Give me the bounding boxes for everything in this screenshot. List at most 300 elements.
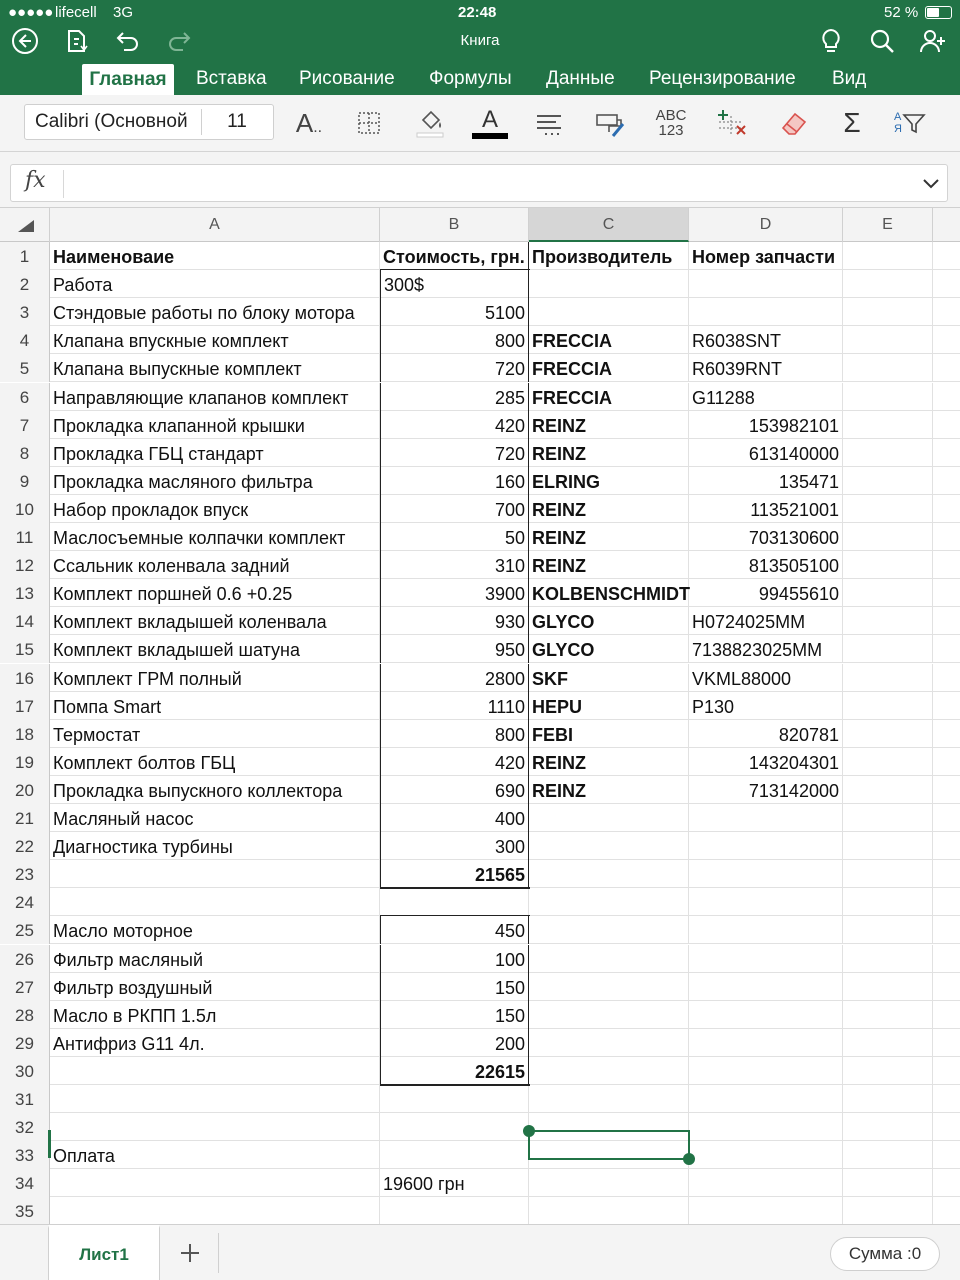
cell-d[interactable] — [689, 1057, 843, 1085]
row-header[interactable]: 1 — [0, 242, 50, 270]
table-row — [0, 495, 960, 523]
clear-format-button[interactable] — [590, 103, 630, 143]
sheet-bar-divider — [218, 1233, 219, 1273]
cell-c[interactable] — [529, 1057, 689, 1085]
cell-d[interactable] — [689, 298, 843, 326]
cell-b[interactable]: 950 — [380, 635, 529, 663]
borders-button[interactable] — [350, 103, 388, 143]
table-row — [0, 326, 960, 354]
tab-draw[interactable]: Рисование — [299, 68, 395, 89]
column-header-b[interactable]: B — [380, 208, 529, 242]
cell-b[interactable]: 160 — [380, 467, 529, 495]
column-headers — [0, 208, 960, 242]
spreadsheet-grid[interactable] — [0, 208, 960, 1224]
cell-e[interactable] — [843, 1197, 933, 1224]
share-add-person-icon[interactable] — [918, 26, 948, 56]
cell-b[interactable]: 150 — [380, 1001, 529, 1029]
cell-b[interactable]: 21565 — [380, 860, 529, 888]
selected-row-indicator — [48, 1130, 51, 1158]
align-lines-icon — [532, 106, 566, 140]
table-row — [0, 411, 960, 439]
cell-a[interactable] — [50, 1169, 380, 1197]
cell-e[interactable] — [843, 1141, 933, 1169]
insert-delete-cells-button[interactable] — [712, 103, 752, 143]
cell-d[interactable] — [689, 945, 843, 973]
lightbulb-icon[interactable] — [816, 26, 846, 56]
cell-c[interactable]: REINZ — [529, 495, 689, 523]
cell-b[interactable] — [380, 1197, 529, 1224]
cell-d[interactable]: 99455610 — [689, 579, 843, 607]
cell-e[interactable] — [843, 270, 933, 298]
table-row — [0, 383, 960, 411]
autosum-button[interactable] — [834, 103, 870, 143]
row-header[interactable]: 5 — [0, 354, 50, 382]
cell-d[interactable]: VKML88000 — [689, 664, 843, 692]
cell-d[interactable] — [689, 1197, 843, 1224]
cell-c[interactable] — [529, 860, 689, 888]
table-row — [0, 720, 960, 748]
row-header[interactable]: 18 — [0, 720, 50, 748]
clock: 22:48 — [458, 4, 497, 21]
row-header[interactable]: 32 — [0, 1113, 50, 1141]
cell-d[interactable] — [689, 888, 843, 916]
table-row — [0, 607, 960, 635]
cell-a[interactable]: Оплата — [50, 1141, 380, 1169]
insert-cells-icon — [715, 106, 749, 140]
table-row — [0, 945, 960, 973]
number-format-button[interactable] — [650, 103, 692, 143]
cell-c[interactable]: SKF — [529, 664, 689, 692]
cell-c[interactable] — [529, 1197, 689, 1224]
cell-a[interactable] — [50, 1057, 380, 1085]
table-row — [0, 1029, 960, 1057]
row-header[interactable]: 6 — [0, 383, 50, 411]
cell-b[interactable]: 800 — [380, 326, 529, 354]
cell-a[interactable]: Прокладка масляного фильтра — [50, 467, 380, 495]
cell-a[interactable] — [50, 1113, 380, 1141]
cell-a[interactable]: Комплект вкладышей шатуна — [50, 635, 380, 663]
filter-funnel-icon — [902, 111, 926, 135]
cell-c[interactable]: GLYCO — [529, 607, 689, 635]
row-header[interactable]: 14 — [0, 607, 50, 635]
text-size-icon: A — [295, 107, 314, 138]
fill-color-button[interactable] — [410, 103, 450, 143]
cell-c[interactable]: REINZ — [529, 523, 689, 551]
cell-a[interactable]: Комплект ГРМ полный — [50, 664, 380, 692]
cell-e[interactable] — [843, 664, 933, 692]
table-row — [0, 354, 960, 382]
row-header[interactable]: 20 — [0, 776, 50, 804]
cell-e[interactable] — [843, 1113, 933, 1141]
cell-e[interactable] — [843, 1085, 933, 1113]
cell-d[interactable] — [689, 270, 843, 298]
cell-b[interactable] — [380, 888, 529, 916]
tab-formulas[interactable]: Формулы — [429, 68, 512, 89]
align-button[interactable] — [530, 103, 568, 143]
cell-c[interactable] — [529, 804, 689, 832]
row-header[interactable]: 26 — [0, 945, 50, 973]
table-row — [0, 439, 960, 467]
cell-a[interactable] — [50, 888, 380, 916]
row-header[interactable]: 12 — [0, 551, 50, 579]
row-header[interactable]: 31 — [0, 1085, 50, 1113]
row-header[interactable]: 16 — [0, 664, 50, 692]
table-row — [0, 860, 960, 888]
cell-d[interactable] — [689, 973, 843, 1001]
eraser-icon — [777, 106, 811, 140]
row-header[interactable]: 3 — [0, 298, 50, 326]
cell-d[interactable]: 813505100 — [689, 551, 843, 579]
cell-b[interactable]: 3900 — [380, 579, 529, 607]
cell-b[interactable]: 1110 — [380, 692, 529, 720]
row-header[interactable]: 13 — [0, 579, 50, 607]
row-header[interactable]: 27 — [0, 973, 50, 1001]
cell-b[interactable]: 400 — [380, 804, 529, 832]
cell-c[interactable]: FEBI — [529, 720, 689, 748]
cell-b[interactable]: 720 — [380, 354, 529, 382]
tab-data[interactable]: Данные — [546, 68, 615, 89]
cell-a[interactable]: Ссальник коленвала задний — [50, 551, 380, 579]
row-header[interactable]: 10 — [0, 495, 50, 523]
title-bar — [0, 0, 960, 95]
cell-d[interactable]: R6038SNT — [689, 326, 843, 354]
cell-c[interactable]: FRECCIA — [529, 354, 689, 382]
cell-a[interactable] — [50, 860, 380, 888]
cell-c[interactable]: REINZ — [529, 439, 689, 467]
cell-d[interactable] — [689, 1029, 843, 1057]
cell-a[interactable]: Фильтр масляный — [50, 945, 380, 973]
cell-b[interactable]: 200 — [380, 1029, 529, 1057]
cell-b[interactable]: 5100 — [380, 298, 529, 326]
cell-a[interactable]: Маслосъемные колпачки комплект — [50, 523, 380, 551]
cell-c[interactable]: REINZ — [529, 551, 689, 579]
cell-a[interactable]: Антифриз G11 4л. — [50, 1029, 380, 1057]
cell-e[interactable] — [843, 635, 933, 663]
cell-e[interactable] — [843, 607, 933, 635]
cell-d[interactable]: 7138823025MM — [689, 635, 843, 663]
format-brush-icon — [593, 106, 627, 140]
cell-a[interactable]: Комплект вкладышей коленвала — [50, 607, 380, 635]
cell-a[interactable] — [50, 1085, 380, 1113]
cell-d[interactable]: 153982101 — [689, 411, 843, 439]
cell-d[interactable] — [689, 804, 843, 832]
row-header[interactable]: 34 — [0, 1169, 50, 1197]
selection-handle-bottom-right[interactable] — [683, 1153, 695, 1165]
cell-e[interactable] — [843, 298, 933, 326]
row-header[interactable]: 23 — [0, 860, 50, 888]
cell-a[interactable]: Направляющие клапанов комплект — [50, 383, 380, 411]
cell-c[interactable] — [529, 1085, 689, 1113]
cell-b[interactable]: 300$ — [380, 270, 529, 298]
cell-e[interactable] — [843, 439, 933, 467]
paint-bucket-icon — [413, 106, 447, 140]
row-header[interactable]: 35 — [0, 1197, 50, 1224]
cell-e[interactable] — [843, 354, 933, 382]
column-header-a[interactable]: A — [50, 208, 380, 242]
cell-b[interactable]: 720 — [380, 439, 529, 467]
tab-review[interactable]: Рецензирование — [649, 68, 796, 89]
tab-insert[interactable]: Вставка — [196, 68, 267, 89]
cell-b[interactable]: 310 — [380, 551, 529, 579]
cell-e[interactable] — [843, 1001, 933, 1029]
cell-c[interactable]: FRECCIA — [529, 383, 689, 411]
row-header[interactable]: 33 — [0, 1141, 50, 1169]
selected-cell-c32[interactable] — [528, 1130, 690, 1160]
back-icon[interactable] — [10, 26, 40, 56]
table-row — [0, 467, 960, 495]
cell-d[interactable]: 713142000 — [689, 776, 843, 804]
cell-a[interactable]: Прокладка клапанной крышки — [50, 411, 380, 439]
file-menu-icon[interactable] — [62, 26, 92, 56]
cell-d[interactable]: P130 — [689, 692, 843, 720]
cell-e[interactable] — [843, 832, 933, 860]
ribbon-toolbar — [0, 95, 960, 152]
table-row — [0, 1141, 960, 1169]
cell-c[interactable]: REINZ — [529, 748, 689, 776]
font-color-button[interactable] — [470, 103, 510, 143]
cell-b[interactable]: 420 — [380, 411, 529, 439]
cell-a[interactable]: Термостат — [50, 720, 380, 748]
tab-home[interactable]: Главная — [82, 64, 174, 95]
table-row — [0, 1197, 960, 1224]
cell-d[interactable]: 135471 — [689, 467, 843, 495]
row-header[interactable]: 9 — [0, 467, 50, 495]
cell-d[interactable] — [689, 860, 843, 888]
cell-e[interactable] — [843, 1169, 933, 1197]
cell-a[interactable]: Масло в РКПП 1.5л — [50, 1001, 380, 1029]
cell-a[interactable]: Помпа Smart — [50, 692, 380, 720]
cell-d[interactable]: 703130600 — [689, 523, 843, 551]
cell-c[interactable]: REINZ — [529, 776, 689, 804]
cell-e[interactable] — [843, 916, 933, 944]
signal-strength-icon: ●●●●● — [8, 4, 54, 21]
cell-e[interactable] — [843, 804, 933, 832]
row-header[interactable]: 7 — [0, 411, 50, 439]
cell-b[interactable] — [380, 1085, 529, 1113]
table-row — [0, 973, 960, 1001]
selection-handle-top-left[interactable] — [523, 1125, 535, 1137]
cell-d[interactable]: G11288 — [689, 383, 843, 411]
row-header[interactable]: 25 — [0, 916, 50, 944]
cell-a[interactable]: Работа — [50, 270, 380, 298]
cell-e[interactable] — [843, 888, 933, 916]
cell-b[interactable]: 150 — [380, 973, 529, 1001]
cell-c[interactable]: HEPU — [529, 692, 689, 720]
row-header[interactable]: 22 — [0, 832, 50, 860]
cell-b[interactable]: 19600 грн — [380, 1169, 529, 1197]
column-header-e[interactable]: E — [843, 208, 933, 242]
table-row — [0, 1001, 960, 1029]
cell-c[interactable] — [529, 298, 689, 326]
cell-e[interactable] — [843, 242, 933, 270]
cell-b[interactable]: 800 — [380, 720, 529, 748]
row-header[interactable]: 21 — [0, 804, 50, 832]
cell-a[interactable]: Комплект болтов ГБЦ — [50, 748, 380, 776]
cell-e[interactable] — [843, 523, 933, 551]
font-size-dropdown[interactable]: 11 — [227, 111, 247, 132]
fx-icon: fx — [25, 168, 46, 193]
cell-e[interactable] — [843, 973, 933, 1001]
cell-c[interactable]: FRECCIA — [529, 326, 689, 354]
font-size-grow-button[interactable]: A .. — [295, 107, 323, 138]
cell-a[interactable]: Масляный насос — [50, 804, 380, 832]
cell-d[interactable]: 143204301 — [689, 748, 843, 776]
cell-b[interactable]: 2800 — [380, 664, 529, 692]
table-row — [0, 579, 960, 607]
cell-e[interactable] — [843, 411, 933, 439]
cell-c[interactable]: REINZ — [529, 411, 689, 439]
cell-c[interactable] — [529, 888, 689, 916]
cell-c[interactable] — [529, 832, 689, 860]
row-header[interactable]: 29 — [0, 1029, 50, 1057]
row-header[interactable]: 28 — [0, 1001, 50, 1029]
cell-e[interactable] — [843, 1057, 933, 1085]
sheet-bar — [0, 1224, 960, 1280]
row-header[interactable]: 30 — [0, 1057, 50, 1085]
cell-b[interactable]: 700 — [380, 495, 529, 523]
cell-a[interactable]: Наименоваие — [50, 242, 380, 270]
cell-d[interactable]: 820781 — [689, 720, 843, 748]
cell-a[interactable]: Фильтр воздушный — [50, 973, 380, 1001]
cell-e[interactable] — [843, 495, 933, 523]
cell-a[interactable]: Комплект поршней 0.6 +0.25 — [50, 579, 380, 607]
cell-d[interactable]: 613140000 — [689, 439, 843, 467]
cell-e[interactable] — [843, 1029, 933, 1057]
row-header[interactable]: 17 — [0, 692, 50, 720]
cell-c[interactable] — [529, 1029, 689, 1057]
redo-icon[interactable] — [164, 26, 194, 56]
cell-a[interactable]: Прокладка ГБЦ стандарт — [50, 439, 380, 467]
search-icon[interactable] — [867, 26, 897, 56]
cell-d[interactable] — [689, 1085, 843, 1113]
cell-b[interactable] — [380, 1141, 529, 1169]
block-top-border — [380, 269, 530, 270]
column-header-c[interactable]: C — [529, 208, 689, 242]
sheet-tab-1[interactable]: Лист1 — [48, 1225, 160, 1280]
cell-a[interactable]: Набор прокладок впуск — [50, 495, 380, 523]
add-sheet-button[interactable] — [172, 1237, 208, 1269]
cell-b[interactable]: 300 — [380, 832, 529, 860]
cell-a[interactable]: Масло моторное — [50, 916, 380, 944]
select-all-triangle-icon — [18, 220, 34, 232]
clear-button[interactable] — [774, 103, 814, 143]
status-sum[interactable]: Сумма :0 — [830, 1237, 940, 1271]
table-row — [0, 1057, 960, 1085]
table-row — [0, 804, 960, 832]
table-row — [0, 1169, 960, 1197]
block-top-border — [380, 915, 530, 916]
table-row — [0, 664, 960, 692]
cell-a[interactable]: Стэндовые работы по блоку мотора — [50, 298, 380, 326]
cell-e[interactable] — [843, 551, 933, 579]
cell-e[interactable] — [843, 776, 933, 804]
network-label: 3G — [113, 4, 134, 21]
cell-b[interactable]: 930 — [380, 607, 529, 635]
cell-a[interactable]: Клапана впускные комплект — [50, 326, 380, 354]
row-header[interactable]: 8 — [0, 439, 50, 467]
cell-e[interactable] — [843, 326, 933, 354]
sort-filter-button[interactable] — [888, 103, 932, 143]
row-header[interactable]: 24 — [0, 888, 50, 916]
table-row — [0, 523, 960, 551]
cell-c[interactable] — [529, 1169, 689, 1197]
cell-e[interactable] — [843, 720, 933, 748]
cell-d[interactable] — [689, 1141, 843, 1169]
cell-b[interactable]: 420 — [380, 748, 529, 776]
cell-a[interactable]: Прокладка выпускного коллектора — [50, 776, 380, 804]
cell-c[interactable]: GLYCO — [529, 635, 689, 663]
cell-c[interactable] — [529, 973, 689, 1001]
cell-a[interactable]: Диагностика турбины — [50, 832, 380, 860]
column-header-d[interactable]: D — [689, 208, 843, 242]
cell-b[interactable]: 285 — [380, 383, 529, 411]
cell-b[interactable]: Стоимость, грн. — [380, 242, 529, 270]
font-name-dropdown[interactable]: Calibri (Основной — [35, 111, 188, 132]
cell-d[interactable] — [689, 916, 843, 944]
cell-e[interactable] — [843, 860, 933, 888]
cell-a[interactable]: Клапана выпускные комплект — [50, 354, 380, 382]
row-header[interactable]: 2 — [0, 270, 50, 298]
table-row — [0, 888, 960, 916]
select-all-corner[interactable] — [0, 208, 50, 242]
row-header[interactable]: 15 — [0, 635, 50, 663]
cell-e[interactable] — [843, 467, 933, 495]
cell-e[interactable] — [843, 383, 933, 411]
cell-d[interactable] — [689, 1113, 843, 1141]
cell-b[interactable]: 450 — [380, 916, 529, 944]
cell-e[interactable] — [843, 748, 933, 776]
cell-d[interactable]: H0724025MM — [689, 607, 843, 635]
cell-c[interactable] — [529, 916, 689, 944]
cell-b[interactable] — [380, 1113, 529, 1141]
row-header[interactable]: 4 — [0, 326, 50, 354]
cell-d[interactable]: 113521001 — [689, 495, 843, 523]
cell-d[interactable]: Номер запчасти — [689, 242, 843, 270]
cell-b[interactable]: 50 — [380, 523, 529, 551]
undo-icon[interactable] — [113, 26, 143, 56]
cell-c[interactable] — [529, 270, 689, 298]
table-row — [0, 1085, 960, 1113]
cell-d[interactable] — [689, 1169, 843, 1197]
table-row — [0, 270, 960, 298]
cell-c[interactable]: KOLBENSCHMIDT — [529, 579, 689, 607]
cell-b[interactable]: 690 — [380, 776, 529, 804]
carrier-label: lifecell — [55, 4, 97, 21]
sort-az-icon: А Я — [894, 111, 902, 135]
cell-e[interactable] — [843, 692, 933, 720]
cell-d[interactable]: R6039RNT — [689, 354, 843, 382]
cell-c[interactable]: ELRING — [529, 467, 689, 495]
cell-c[interactable]: Производитель — [529, 242, 689, 270]
formula-input[interactable] — [10, 164, 948, 202]
cell-e[interactable] — [843, 945, 933, 973]
cell-a[interactable] — [50, 1197, 380, 1224]
tab-view[interactable]: Вид — [832, 68, 867, 89]
cell-b[interactable]: 22615 — [380, 1057, 529, 1085]
cell-e[interactable] — [843, 579, 933, 607]
row-header[interactable]: 19 — [0, 748, 50, 776]
cell-b[interactable]: 100 — [380, 945, 529, 973]
table-row — [0, 1113, 960, 1141]
battery-percent: 52 % — [884, 4, 919, 21]
row-header[interactable]: 11 — [0, 523, 50, 551]
total-border — [380, 887, 530, 889]
chevron-down-icon[interactable] — [919, 172, 943, 196]
cell-c[interactable] — [529, 1001, 689, 1029]
cell-d[interactable] — [689, 832, 843, 860]
cell-d[interactable] — [689, 1001, 843, 1029]
cell-c[interactable] — [529, 945, 689, 973]
